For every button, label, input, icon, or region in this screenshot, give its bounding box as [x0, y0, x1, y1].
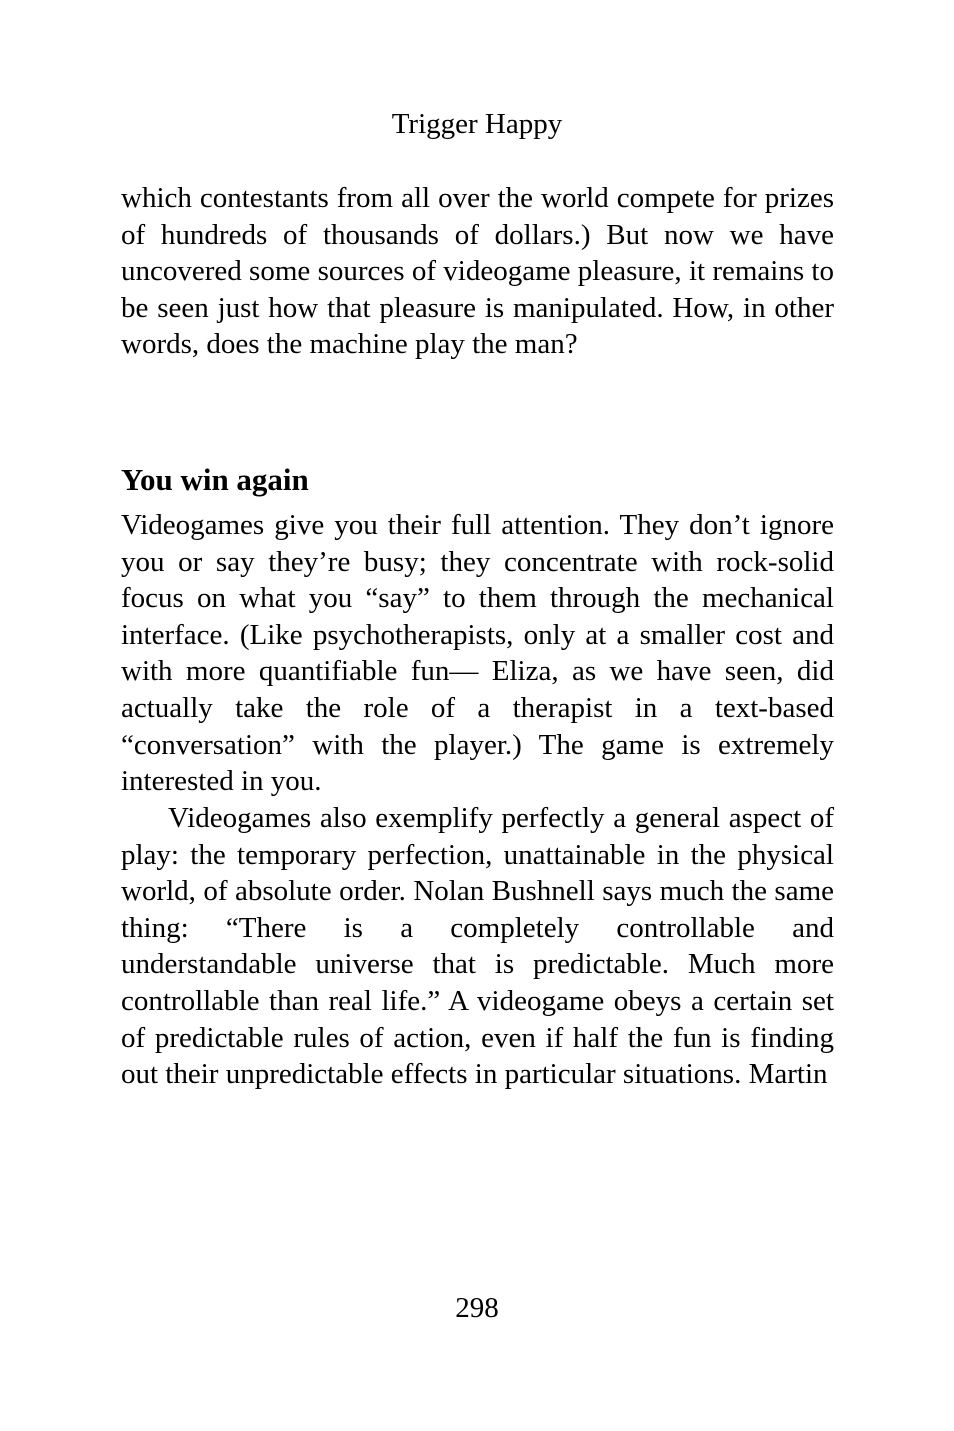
- paragraph-indented: [121, 800, 834, 1093]
- paragraph-first: [121, 507, 834, 800]
- paragraph-text: which contestants from all over the world compete for prizes of hundreds of thousands of dollars.) But now we have uncovered some sources of videogame pleasure, it remains to be seen just how that pleasure is manipulated. How, in other words, does the machine play the man?: [121, 182, 834, 361]
- paragraph-text: Videogames give you their full attention. They don’t ignore you or say they’re busy; they concentrate with rock-solid focus on what you “say” to them through the mechanical interface. (Like psychotherapists, only at a smaller cost and with more quantifiable fun— Eliza, as we have seen, did actually take the role of a therapist in a text-based “conversation” with the player.) The game is extremely interested in you.: [121, 509, 834, 798]
- paragraph-continued: [121, 180, 834, 363]
- running-head-title: Trigger Happy: [391, 108, 563, 140]
- paragraph-text: Videogames also exemplify perfectly a general aspect of play: the temporary perfection, unattainable in the physical world, of absolute order. Nolan Bushnell says much the same thing: “There is a completely controllable and understandable universe that is predictable. Much more controllable than real life.” A videogame obeys a certain set of predictable rules of action, even if half the fun is finding out their unpredictable effects in particular situations. Martin: [121, 802, 834, 1091]
- page-number: 298: [455, 1292, 499, 1324]
- section-heading: You win again: [121, 462, 309, 497]
